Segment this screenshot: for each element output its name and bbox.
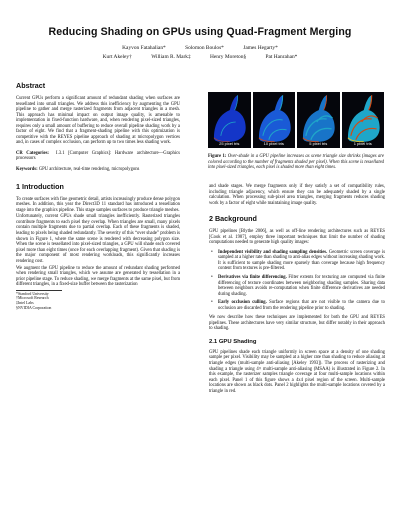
author: Pat Hanrahan* xyxy=(265,54,298,60)
author: Kayvon Fatahalian* xyxy=(122,45,166,51)
figure-1 xyxy=(208,92,384,148)
figure-panel-label: 1 pixel tris xyxy=(353,141,372,146)
background-paragraph-2: We now describe how these techniques are implemented for both the GPU and REYES pipelines. These architectures have very similar structure, but differ notably in their approach to shading. xyxy=(209,315,385,332)
figure-panel-label: 25 pixel tris xyxy=(219,141,240,146)
caption-label: Figure 1: xyxy=(208,154,227,159)
bunny-image xyxy=(253,92,296,148)
left-column xyxy=(16,81,180,311)
paper-title: Reducing Shading on GPUs using Quad-Fragment Merging xyxy=(48,26,352,38)
author: James Hegarty* xyxy=(243,45,278,51)
author: Henry Moreton§ xyxy=(210,54,247,60)
figure-1-caption xyxy=(208,154,384,171)
footnote: †Microsoft Research xyxy=(16,296,49,301)
figure-panel-10px xyxy=(253,92,296,148)
figure-panel-label: 10 pixel tris xyxy=(263,141,284,146)
cr-label: CR Categories: xyxy=(16,150,49,156)
intro-paragraph-1: To create surfaces with fine geometric detail, artists increasingly produce dense polygon meshes. In addition, this year the Direct3D 11 standard has introduced a tessellation stage into the graphics pipeline. This stage samples surfaces to produce triangle meshes. xyxy=(16,196,180,213)
keywords xyxy=(16,167,180,173)
cr-categories xyxy=(16,151,180,162)
bunny-image xyxy=(342,92,385,148)
author-row-1 xyxy=(60,45,340,52)
abstract-heading: Abstract xyxy=(16,81,46,90)
list-item xyxy=(209,275,385,297)
bunny-image xyxy=(208,92,251,148)
footnote: §NVIDIA Corporation xyxy=(16,305,52,310)
author: Kurt Akeley† xyxy=(102,54,132,60)
figure-panel-5px xyxy=(297,92,340,148)
list-item-text: Filter extents for texturing are computed via finite differencing of texture coordinates between neighboring shading samples. Sharing data between neighbors avoids re-computation when finite difference derivatives are needed during shading. xyxy=(218,275,385,297)
caption-text: Over-shade in a GPU pipeline increases as scene triangle size shrinks (images are colored according to the number of fragments shaded per pixel). When this scene is tessellated into pixel-sized triangles, each pixel is shaded more than eight times. xyxy=(208,154,384,171)
intro-paragraph-3: We augment the GPU pipeline to reduce the amount of redundant shading performed when rendering small triangles, which we assume are generated by tessellation in a prior pipeline stage. To reduce shading, we merge fragments at the same pixel, but from different triangles, in a fixed-size buffer between the rasterization xyxy=(16,265,180,288)
author: William R. Mark‡ xyxy=(151,54,191,60)
list-item-text: Geometric screen coverage is sampled at a higher rate than shading to anti-alias edges without increasing shading work. It is sufficient to sample shading more sparsely than coverage because high frequency content from textures is pre-filtered. xyxy=(218,249,385,272)
intro-paragraph-2: Unfortunately, current GPUs shade small triangles inefficiently. Rasterized triangles contribute fragments to each pixel they overlap. When triangles are small, many pixels contain multiple fragments due to partial overlap. Each of these fragments is shaded, leading to pixels being shaded redundantly. The severity of this “over shade” problem is shown in Figure 1, where the same scene is rendered with decreasing polygon size. When the scene is tessellated into pixel-sized triangles, a GPU will shade each covered pixel more than eight times (once for each overlapping fragment). Given that shading is the major component of most rendering workloads, this significantly increases rendering cost. xyxy=(16,214,180,264)
list-item-label: Independent visibility and shading sampling densities. xyxy=(218,249,328,255)
author-row-2 xyxy=(60,54,340,61)
figure-panel-25px xyxy=(208,92,251,148)
keywords-text: GPU architecture, real-time rendering, micropolygons xyxy=(38,167,140,173)
author: Solomon Boulos* xyxy=(185,45,224,51)
list-item xyxy=(209,250,385,272)
right-column xyxy=(209,184,385,394)
list-item-label: Derivatives via finite differencing. xyxy=(218,275,287,281)
figure-panel-label: 5 pixel tris xyxy=(309,141,328,146)
cr-text: I.3.1 [Computer Graphics]: Hardware architecture—Graphics processors xyxy=(16,150,180,162)
footnote: ‡Intel Labs xyxy=(16,301,34,306)
list-item-label: Early occlusion culling. xyxy=(218,300,267,306)
background-heading: 2 Background xyxy=(209,214,257,224)
abstract-text: Current GPUs perform a significant amount of redundant shading when surfaces are tessellated into small triangles. We address this inefficiency by augmenting the GPU pipeline to gather and merge rasterized fragments from adjacent triangles in a mesh. This approach has minimal impact on output image quality, is amenable to implementation in fixed-function hardware, and, when rendering pixel-sized triangles, requires only a small amount of buffering to reduce overall pipeline shading work by a factor of eight. We find that a fragment-shading pipeline with this optimization is competitive with the REYES pipeline approach of shading at micropolygon vertices and, in cases of complex occlusion, can perform up to two times less shading work. xyxy=(16,96,180,146)
list-item-text: Surface regions that are not visible to the camera due to occlusion are discarded from the rendering pipeline prior to shading. xyxy=(218,300,385,311)
intro-heading: 1 Introduction xyxy=(16,181,64,191)
list-item xyxy=(209,300,385,311)
technique-list xyxy=(209,250,385,311)
right-paragraph: and shade stages. We merge fragments only if they satisfy a set of compatibility rules, including triangle adjacency, which ensure they can be adequately shaded by a single calculation. When processing sub-pixel area triangles, merging fragments reduces shading work by a factor of eight while maintaining image quality. xyxy=(209,184,385,206)
keywords-label: Keywords: xyxy=(16,167,38,173)
bunny-image xyxy=(297,92,340,148)
gpu-shading-heading: 2.1 GPU Shading xyxy=(209,338,257,345)
gpu-shading-paragraph: GPU pipelines shade each triangle uniformly in screen space at a density of one shading sample per pixel. Visibility may be sampled at a higher rate than shading to reduce aliasing at triangle edges (multi-sample anti-aliasing [Akeley 1993]). The process of rasterizing and shading a triangle using 4× multi-sample anti-aliasing (MSAA) is illustrated in Figure 2. In this example, the rasterizer samples triangle coverage at four multi-sample locations within each pixel. Panel 1 of this figure shows a 4x4 pixel region of the screen. Multi-sample locations are shown as black dots. Panel 2 highlights the multi-sample locations covered by a triangle in red. xyxy=(209,349,385,394)
footnote-rule xyxy=(16,290,62,291)
figure-panel-1px xyxy=(342,92,385,148)
background-paragraph-1: GPU pipelines [Blythe 2006], as well as off-line rendering architectures such as REYES [Cook et al. 1987], employ three important techniques that limit the number of shading computations needed to generate high quality images: xyxy=(209,229,385,246)
footnote: *Stanford University xyxy=(16,291,49,296)
